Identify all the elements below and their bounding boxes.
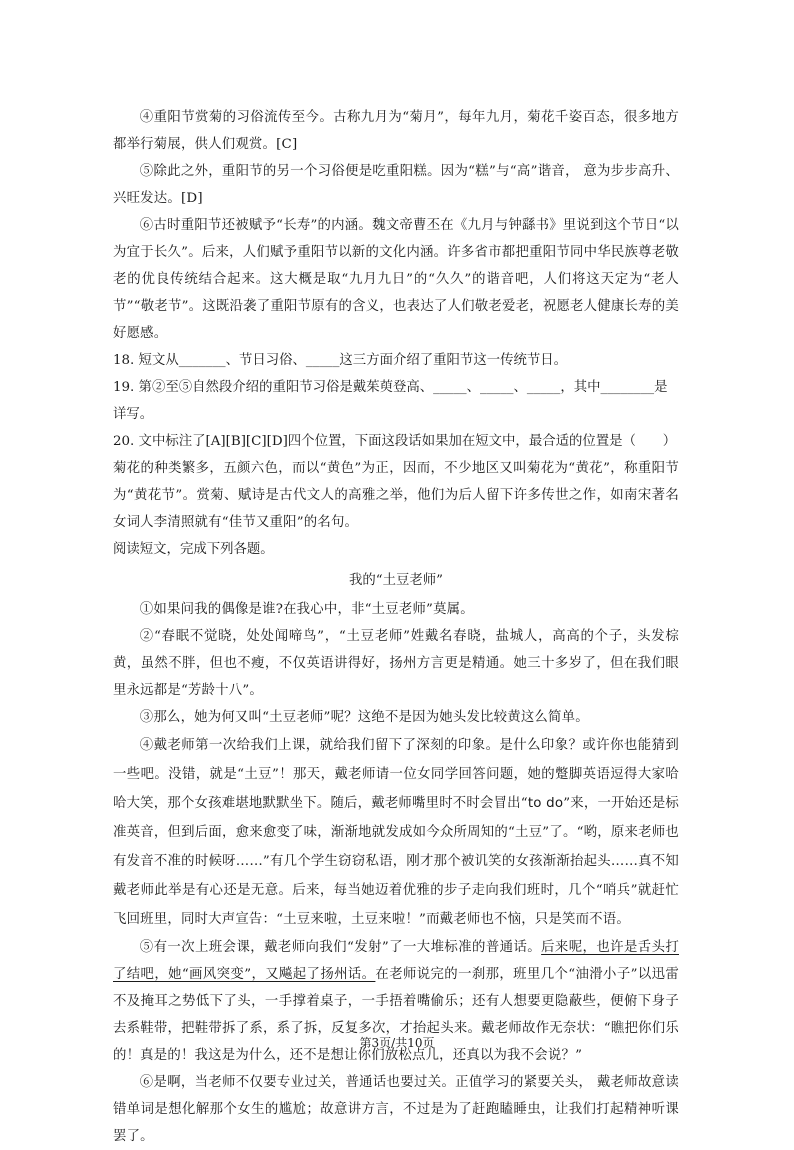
page-number: 第3页/共10页 bbox=[359, 1036, 435, 1050]
question-18: 18. 短文从_______、节日习俗、_____这三方面介绍了重阳节这一传统节日。 bbox=[113, 353, 568, 368]
passage2-paragraph-4 bbox=[113, 731, 679, 934]
paragraph-4-part-a: ④戴老师第一次给我们上课，就给我们留下了深刻的印象。是什么印象？或许你也能猜到一些吧。没错，就是“土豆”！那天，戴老师请一位女同学回答问题，她的蹩脚英语逗得大家哈哈大笑，那个女孩难堪地默默坐下。随后，戴老师嘴里时不时会冒出“ bbox=[113, 738, 679, 811]
underlined-sentence: 后来呢，也许是舌头打了结吧，她“画风突变”，又飚起了扬州话。 bbox=[113, 940, 679, 982]
passage1-paragraph-6: ⑥古时重阳节还被赋予“长寿”的内涵。魏文帝曹丕在《九月与钟繇书》里说到这个节日“以为宜于长久”。后来，人们赋予重阳节以新的文化内涵。许多省市都把重阳节同中华民族尊老敬老的优良传统结合起来。这大概是取“九月九日”的“久久”的谐音吧，人们将这天定为“老人节”“敬老节”。这既沿袭了重阳节原有的含义，也表达了人们敬老爱老，祝愿老人健康长寿的美好愿感。 bbox=[113, 218, 679, 341]
passage2-title: 我的“土豆老师” bbox=[348, 573, 444, 588]
paragraph-5-part-b: 在老师说完的一刹那，班里几个“油滑小子”以迅雷不及掩耳之势低下了头，一手撑着桌子，一手捂着嘴偷乐；还有人想要更隐蔽些，便俯下身子去系鞋带，把鞋带拆了系，系了拆，反复多次，才抬起头来。戴老师故作无奈状：“瞧把你们乐的！真是的！我这是为什么，还不是想让你们放松点儿，还真以为我不会说？” bbox=[113, 967, 679, 1063]
passage2-paragraph-3: ③那么，她为何又叫“土豆老师”呢？这绝不是因为她头发比较黄这么简单。 bbox=[139, 710, 589, 725]
question-20: 20. 文中标注了[A][B][C][D]四个位置，下面这段话如果加在短文中，最合适的位置是（ ） bbox=[113, 434, 677, 449]
passage1-paragraph-5: ⑤除此之外，重阳节的另一个习俗便是吃重阳糕。因为“糕”与“高”谐音， 意为步步高升、兴旺发达。[D] bbox=[113, 164, 679, 206]
page-content bbox=[113, 104, 679, 1150]
paragraph-4-part-b: ”来，一开始还是标准英音，但到后面，愈来愈变了味，渐渐地就发成如今众所周知的“土豆”了。“哟，原来老师也有发音不准的时候呀……”有几个学生窃窃私语，刚才那个被讥笑的女孩渐渐抬起头……真不知戴老师此举是有心还是无意。后来，每当她迈着优雅的步子走向我们班时，几个“哨兵”就赶忙飞回班里，同时大声宣告：“土豆来啦，土豆来啦！”而戴老师也不恼，只是笑而不语。 bbox=[113, 796, 679, 927]
question-20-text: 菊花的种类繁多，五颜六色，而以“黄色”为正，因而，不少地区又叫菊花为“黄花”，称重阳节为“黄花节”。赏菊、赋诗是古代文人的高雅之举，他们为后人留下许多传世之作，如南宋著名女词人李清照就有“佳节又重阳”的名句。 bbox=[113, 461, 679, 530]
passage2-paragraph-1: ①如果问我的偶像是谁?在我心中，非“土豆老师”莫属。 bbox=[139, 602, 474, 617]
passage2-paragraph-6: ⑥是啊，当老师不仅要专业过关，普通话也要过关。正值学习的紧要关头， 戴老师故意读错单词是想化解那个女生的尴尬；故意讲方言，不过是为了赶跑瞌睡虫，让我们打起精神听课罢了。 bbox=[113, 1075, 679, 1144]
passage1-paragraph-4: ④重阳节赏菊的习俗流传至今。古称九月为“菊月”，每年九月，菊花千姿百态，很多地方都举行菊展，供人们观赏。[C] bbox=[113, 110, 679, 152]
reading-instruction: 阅读短文，完成下列各题。 bbox=[113, 542, 274, 557]
passage2-paragraph-2: ②“春眠不觉晓，处处闻啼鸟”，“土豆老师”姓戴名春晓，盐城人，高高的个子，头发棕黄，虽然不胖，但也不瘦，不仅英语讲得好，扬州方言更是精通。她三十多岁了，但在我们眼里永远都是“芳龄十八”。 bbox=[113, 629, 679, 698]
question-19: 19. 第②至⑤自然段介绍的重阳节习俗是戴茱萸登高、_____、_____、_____，其中________是详写。 bbox=[113, 380, 668, 422]
paragraph-5-part-a: ⑤有一次上班会课，戴老师向我们“发射”了一大堆标准的普通话。 bbox=[139, 940, 542, 955]
to-do-phrase: to do bbox=[527, 796, 564, 811]
